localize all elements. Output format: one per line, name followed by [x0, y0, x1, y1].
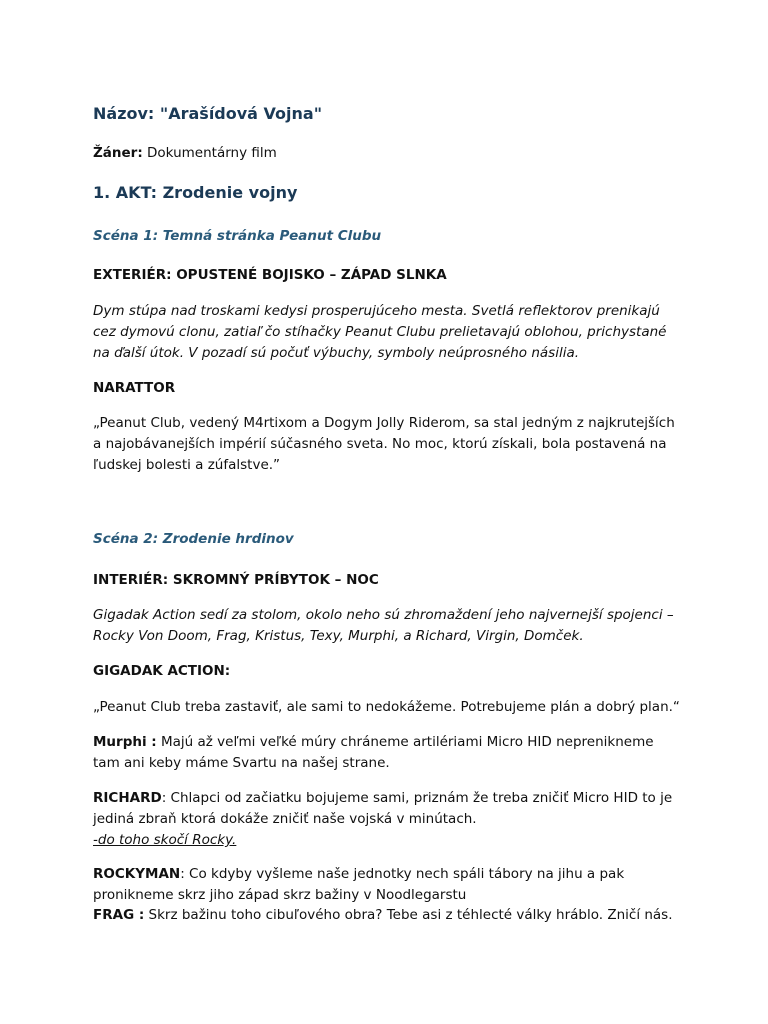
act-heading: 1. AKT: Zrodenie vojny [93, 183, 298, 202]
richard-stage-note: -do toho skočí Rocky. [93, 832, 237, 848]
scene2-description: Gigadak Action sedí za stolom, okolo neho sú zhromaždení jeho najvernejší spojenci – Rocky Von Doom, Frag, Kristus, Texy, Murphi, a Richard, Virgin, Domček. [93, 607, 674, 644]
scene1-slugline: EXTERIÉR: OPUSTENÉ BOJISKO – ZÁPAD SLNKA [93, 267, 447, 283]
scene1-dialogue: „Peanut Club, vedený M4rtixom a Dogym Jolly Riderom, sa stal jedným z najkrutejších a najobávanejších impérií súčasného sveta. No moc, ktorú získali, bola postavená na ľudskej bolesti a zúfalstve.” [93, 415, 675, 473]
genre-value: Dokumentárny film [142, 145, 277, 161]
frag-line [93, 905, 683, 926]
genre-label: Žáner: [93, 145, 143, 161]
scene2-dialogue: „Peanut Club treba zastaviť, ale sami to nedokážeme. Potrebujeme plán a dobrý plan.“ [93, 699, 680, 715]
richard-name: RICHARD [93, 790, 162, 806]
scene2-heading: Scéna 2: Zrodenie hrdinov [93, 531, 294, 547]
scene1-heading: Scéna 1: Temná stránka Peanut Clubu [93, 228, 382, 244]
frag-text: Skrz bažinu toho cibuľového obra? Tebe asi z téhlecté války hráblo. Zničí nás. [144, 907, 673, 923]
murphi-text: Majú až veľmi veľké múry chráneme artilériami Micro HID neprenikneme tam ani keby máme Svartu na našej strane. [93, 734, 654, 771]
murphi-name: Murphi : [93, 734, 157, 750]
richard-text: : Chlapci od začiatku bojujeme sami, priznám že treba zničiť Micro HID to je jediná zbraň ktorá dokáže zničiť naše vojská v minútach. [93, 790, 673, 827]
scene2-slugline: INTERIÉR: SKROMNÝ PRÍBYTOK – NOC [93, 572, 379, 588]
genre-line [93, 145, 683, 161]
scene1-description: Dym stúpa nad troskami kedysi prosperujúceho mesta. Svetlá reflektorov prenikajú cez dymovú clonu, zatiaľ čo stíhačky Peanut Clubu prelietavajú oblohou, prichystané na ďalší útok. V pozadí sú počuť výbuchy, symboly neúprosného násilia. [93, 303, 667, 361]
document-title: Názov: "Arašídová Vojna" [93, 104, 323, 123]
scene1-speaker: NARATTOR [93, 380, 176, 396]
richard-line [93, 788, 683, 851]
frag-name: FRAG : [93, 907, 145, 923]
murphi-line [93, 732, 683, 774]
rockyman-name: ROCKYMAN [93, 866, 181, 882]
rockyman-line [93, 864, 683, 906]
rockyman-text: : Co kdyby vyšleme naše jednotky nech spáli tábory na jihu a pak pronikneme skrz jiho západ skrz bažiny v Noodlegarstu [93, 866, 625, 903]
scene2-speaker: GIGADAK ACTION: [93, 663, 231, 679]
